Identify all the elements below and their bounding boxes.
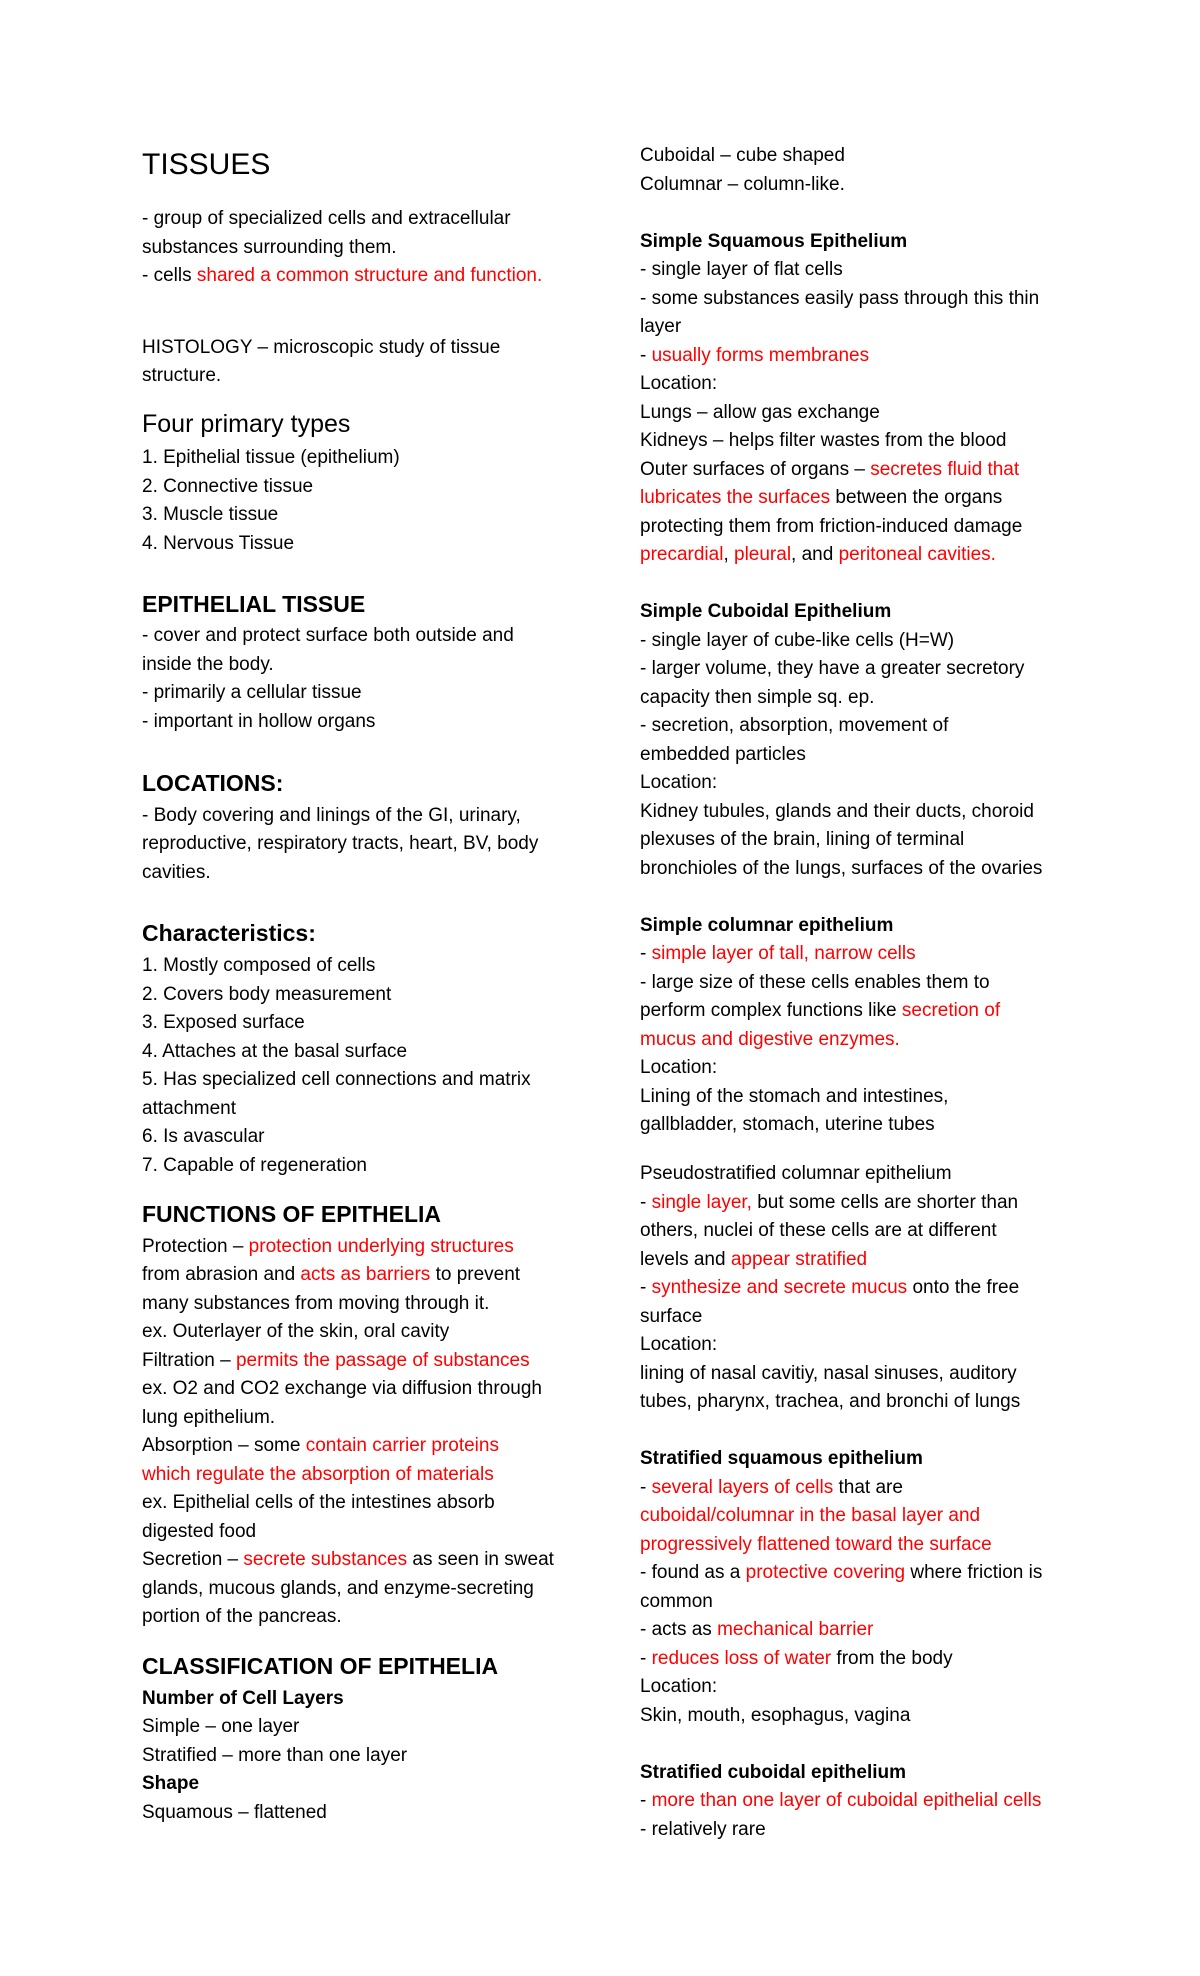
text-line: lining of nasal cavitiy, nasal sinuses, auditory bbox=[640, 1363, 1017, 1384]
location-label: Location: bbox=[640, 1334, 718, 1355]
classification-heading: CLASSIFICATION OF EPITHELIA bbox=[142, 1653, 499, 1679]
section-heading: Simple Cuboidal Epithelium bbox=[640, 601, 892, 622]
text-line: reproductive, respiratory tracts, heart, BV, body bbox=[142, 833, 539, 854]
text-line: inside the body. bbox=[142, 654, 274, 675]
definition-line: substances surrounding them. bbox=[142, 237, 397, 258]
text-line: - more than one layer of cuboidal epithelial cells bbox=[640, 1790, 1042, 1811]
epithelial-heading: EPITHELIAL TISSUE bbox=[142, 591, 366, 617]
text-line: from abrasion and acts as barriers to prevent bbox=[142, 1264, 521, 1285]
text-line: ex. O2 and CO2 exchange via diffusion through bbox=[142, 1378, 542, 1399]
text-line: precardial, pleural, and peritoneal cavities. bbox=[640, 544, 996, 565]
text-line: Kidneys – helps filter wastes from the blood bbox=[640, 430, 1007, 451]
list-item: 6. Is avascular bbox=[142, 1126, 265, 1147]
list-item: 5. Has specialized cell connections and matrix bbox=[142, 1069, 531, 1090]
definition-line: - cells shared a common structure and function. bbox=[142, 265, 543, 286]
text-line: common bbox=[640, 1591, 713, 1612]
text-line: - secretion, absorption, movement of bbox=[640, 715, 949, 736]
text-line: plexuses of the brain, lining of terminal bbox=[640, 829, 965, 850]
text-line: Absorption – some contain carrier proteins bbox=[142, 1435, 499, 1456]
section-heading: Stratified squamous epithelium bbox=[640, 1448, 923, 1469]
text-line: - reduces loss of water from the body bbox=[640, 1648, 953, 1669]
text-line: tubes, pharynx, trachea, and bronchi of lungs bbox=[640, 1391, 1021, 1412]
location-label: Location: bbox=[640, 373, 718, 394]
list-item: 4. Nervous Tissue bbox=[142, 533, 295, 554]
text-line: layer bbox=[640, 316, 682, 337]
text-line: Stratified – more than one layer bbox=[142, 1745, 408, 1766]
section-heading: Simple columnar epithelium bbox=[640, 915, 894, 936]
highlight-text: secretes fluid that bbox=[870, 459, 1020, 480]
highlight-text: mucus and digestive enzymes. bbox=[640, 1029, 900, 1050]
highlight-text: protective covering bbox=[745, 1562, 906, 1583]
text-line: Skin, mouth, esophagus, vagina bbox=[640, 1705, 911, 1726]
text-line: digested food bbox=[142, 1521, 257, 1542]
text-line: perform complex functions like secretion of bbox=[640, 1000, 1001, 1021]
text-line: Lungs – allow gas exchange bbox=[640, 402, 880, 423]
text-line: Simple – one layer bbox=[142, 1716, 300, 1737]
highlight-text: synthesize and secrete mucus bbox=[651, 1277, 908, 1298]
locations-heading: LOCATIONS: bbox=[142, 770, 284, 796]
text-line: ex. Epithelial cells of the intestines absorb bbox=[142, 1492, 495, 1513]
functions-heading: FUNCTIONS OF EPITHELIA bbox=[142, 1201, 441, 1227]
section-heading: Simple Squamous Epithelium bbox=[640, 231, 908, 252]
highlight-text: permits the passage of substances bbox=[235, 1350, 530, 1371]
text-line: surface bbox=[640, 1306, 703, 1327]
text-line: - simple layer of tall, narrow cells bbox=[640, 943, 916, 964]
definition-line: - group of specialized cells and extracellular bbox=[142, 208, 511, 229]
section-heading: Pseudostratified columnar epithelium bbox=[640, 1163, 952, 1184]
histology-line: HISTOLOGY – microscopic study of tissue bbox=[142, 337, 501, 358]
highlight-text: lubricates the surfaces bbox=[640, 487, 831, 508]
location-label: Location: bbox=[640, 1057, 718, 1078]
text-line: - single layer of flat cells bbox=[640, 259, 843, 280]
text-line: others, nuclei of these cells are at different bbox=[640, 1220, 997, 1241]
text-line: many substances from moving through it. bbox=[142, 1293, 490, 1314]
text-line: Secretion – secrete substances as seen in sweat bbox=[142, 1549, 554, 1570]
location-label: Location: bbox=[640, 772, 718, 793]
text-line: - single layer of cube-like cells (H=W) bbox=[640, 630, 955, 651]
list-item: 7. Capable of regeneration bbox=[142, 1155, 367, 1176]
text-line: portion of the pancreas. bbox=[142, 1606, 342, 1627]
text-line: ex. Outerlayer of the skin, oral cavity bbox=[142, 1321, 450, 1342]
text-line: capacity then simple sq. ep. bbox=[640, 687, 875, 708]
highlight-text: secretion of bbox=[901, 1000, 1001, 1021]
text-line: - single layer, but some cells are shorter than bbox=[640, 1192, 1019, 1213]
highlight-text: reduces loss of water bbox=[651, 1648, 832, 1669]
highlight-text: several layers of cells bbox=[651, 1477, 834, 1498]
highlight-text: more than one layer of cuboidal epithelial cells bbox=[651, 1790, 1042, 1811]
text-line: - Body covering and linings of the GI, urinary, bbox=[142, 805, 521, 826]
text-line: glands, mucous glands, and enzyme-secreting bbox=[142, 1578, 534, 1599]
highlight-text: appear stratified bbox=[730, 1249, 868, 1270]
highlight-text: pleural bbox=[734, 544, 792, 565]
highlight-text: single layer, bbox=[651, 1192, 752, 1213]
text-line: - primarily a cellular tissue bbox=[142, 682, 362, 703]
text-line: lubricates the surfaces between the organs bbox=[640, 487, 1003, 508]
text-line: - several layers of cells that are bbox=[640, 1477, 903, 1498]
text-line: Columnar – column-like. bbox=[640, 174, 845, 195]
text-line: - important in hollow organs bbox=[142, 711, 376, 732]
text-line: levels and appear stratified bbox=[640, 1249, 868, 1270]
highlight-text: secrete substances bbox=[243, 1549, 408, 1570]
text-line: - large size of these cells enables them to bbox=[640, 972, 990, 993]
shape-heading: Shape bbox=[142, 1773, 200, 1794]
highlight-text: cuboidal/columnar in the basal layer and bbox=[640, 1505, 981, 1526]
text-line: Outer surfaces of organs – secretes fluid that bbox=[640, 459, 1020, 480]
text-line: - some substances easily pass through this thin bbox=[640, 288, 1040, 309]
text-line: Squamous – flattened bbox=[142, 1802, 327, 1823]
list-item: 2. Connective tissue bbox=[142, 476, 314, 497]
text-line: Filtration – permits the passage of substances bbox=[142, 1350, 530, 1371]
list-item: 3. Exposed surface bbox=[142, 1012, 305, 1033]
text-line: - larger volume, they have a greater secretory bbox=[640, 658, 1025, 679]
highlight-text: acts as barriers bbox=[300, 1264, 431, 1285]
histology-line: structure. bbox=[142, 365, 222, 386]
text-line: bronchioles of the lungs, surfaces of the ovaries bbox=[640, 858, 1043, 879]
highlight-text: usually forms membranes bbox=[651, 345, 870, 366]
text-line: protecting them from friction-induced damage bbox=[640, 516, 1023, 537]
text-line: - acts as mechanical barrier bbox=[640, 1619, 874, 1640]
list-item: 3. Muscle tissue bbox=[142, 504, 279, 525]
text-line: Kidney tubules, glands and their ducts, choroid bbox=[640, 801, 1034, 822]
text-line: gallbladder, stomach, uterine tubes bbox=[640, 1114, 935, 1135]
highlight-text: mechanical barrier bbox=[717, 1619, 874, 1640]
text-line: Lining of the stomach and intestines, bbox=[640, 1086, 949, 1107]
text-line: - found as a protective covering where friction is bbox=[640, 1562, 1043, 1583]
location-label: Location: bbox=[640, 1676, 718, 1697]
characteristics-heading: Characteristics: bbox=[142, 920, 316, 946]
text-line: cavities. bbox=[142, 862, 211, 883]
text-line: embedded particles bbox=[640, 744, 806, 765]
text-line: Cuboidal – cube shaped bbox=[640, 145, 845, 166]
text-line: - cover and protect surface both outside and bbox=[142, 625, 514, 646]
list-item: attachment bbox=[142, 1098, 236, 1119]
highlight-text: contain carrier proteins bbox=[305, 1435, 499, 1456]
highlight-text: progressively flattened toward the surface bbox=[640, 1534, 992, 1555]
list-item: 1. Mostly composed of cells bbox=[142, 955, 376, 976]
page-title: TISSUES bbox=[142, 148, 271, 181]
four-types-heading: Four primary types bbox=[142, 410, 351, 438]
highlight-text: precardial bbox=[640, 544, 724, 565]
highlight-text: protection underlying structures bbox=[248, 1236, 514, 1257]
text-line: - usually forms membranes bbox=[640, 345, 870, 366]
list-item: 1. Epithelial tissue (epithelium) bbox=[142, 447, 400, 468]
highlight-text: simple layer of tall, narrow cells bbox=[651, 943, 916, 964]
highlight-text: peritoneal cavities. bbox=[838, 544, 996, 565]
highlight-text: which regulate the absorption of materials bbox=[142, 1464, 494, 1485]
section-heading: Stratified cuboidal epithelium bbox=[640, 1762, 907, 1783]
text-line: - relatively rare bbox=[640, 1819, 766, 1840]
list-item: 2. Covers body measurement bbox=[142, 984, 392, 1005]
text-line: lung epithelium. bbox=[142, 1407, 276, 1428]
highlight-text: shared a common structure and function. bbox=[196, 265, 543, 286]
cell-layers-heading: Number of Cell Layers bbox=[142, 1688, 344, 1709]
list-item: 4. Attaches at the basal surface bbox=[142, 1041, 408, 1062]
text-line: - synthesize and secrete mucus onto the free bbox=[640, 1277, 1020, 1298]
text-line: Protection – protection underlying structures bbox=[142, 1236, 514, 1257]
